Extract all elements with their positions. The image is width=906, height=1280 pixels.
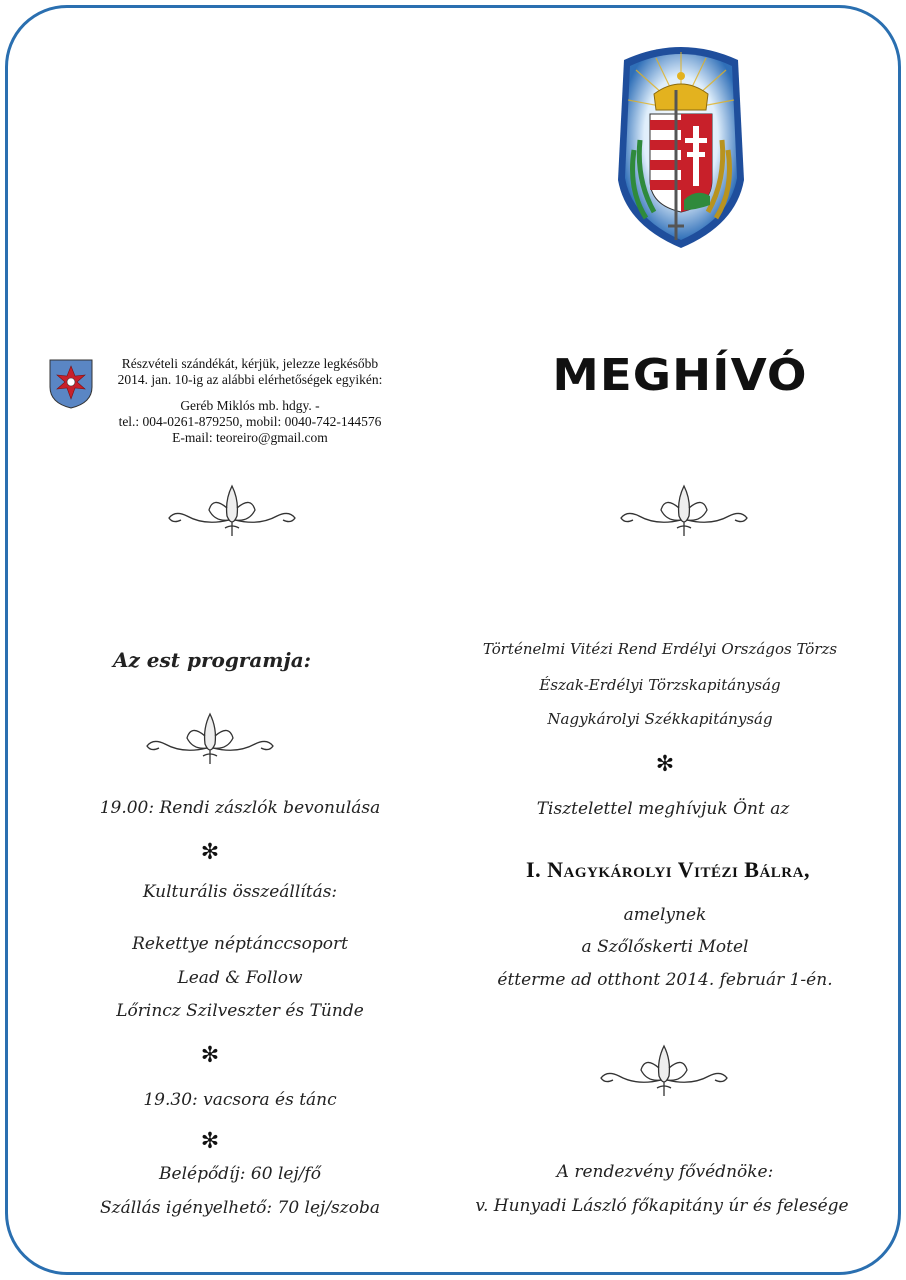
contact-phone: tel.: 004-0261-879250, mobil: 0040-742-144576 <box>118 414 382 429</box>
performer: Rekettye néptánccsoport <box>132 934 348 954</box>
venue-line: amelynek <box>623 905 707 925</box>
contact-email: E-mail: teoreiro@gmail.com <box>172 430 328 445</box>
performer: Lőrincz Szilveszter és Tünde <box>116 1001 364 1021</box>
patron-name: v. Hunyadi László főkapitány úr és felesége <box>475 1196 849 1216</box>
rsvp-line: Részvételi szándékát, kérjük, jelezze legkésőbb <box>121 356 379 371</box>
separator-star: ✻ <box>200 1129 220 1154</box>
fleur-ornament-icon <box>165 478 300 538</box>
invitation-intro: Tisztelettel meghívjuk Önt az <box>536 799 790 819</box>
separator-star: ✻ <box>655 752 675 777</box>
performer: Lead & Follow <box>177 968 303 988</box>
order-shield-icon <box>48 357 94 409</box>
separator-star: ✻ <box>200 840 220 865</box>
coat-of-arms-emblem <box>606 40 756 250</box>
program-item: Kulturális összeállítás: <box>142 882 338 902</box>
contact-name: Geréb Miklós mb. hdgy. - <box>180 398 320 413</box>
organizer-line: Történelmi Vitézi Rend Erdélyi Országos Törzs <box>482 640 838 658</box>
fleur-ornament-icon <box>143 706 278 766</box>
organizer-line: Nagykárolyi Székkapitányság <box>547 710 773 728</box>
entry-fee: Belépődíj: 60 lej/fő <box>159 1164 321 1184</box>
venue-date: étterme ad otthont 2014. február 1-én. <box>497 970 833 990</box>
program-item: 19.30: vacsora és tánc <box>143 1090 337 1110</box>
ball-name: I. Nagykárolyi Vitézi Bálra, <box>526 857 810 882</box>
accommodation: Szállás igényelhető: 70 lej/szoba <box>100 1198 380 1218</box>
separator-star: ✻ <box>200 1043 220 1068</box>
rsvp-contact-block <box>100 356 400 446</box>
fleur-ornament-icon <box>617 478 752 538</box>
page-title: MEGHÍVÓ <box>552 350 808 401</box>
patron-heading: A rendezvény fővédnöke: <box>556 1162 774 1182</box>
program-heading: Az est programja: <box>112 648 312 672</box>
venue-line: a Szőlőskerti Motel <box>581 937 749 957</box>
rsvp-line: 2014. jan. 10-ig az alábbi elérhetőségek egyikén: <box>117 372 383 387</box>
program-item: 19.00: Rendi zászlók bevonulása <box>99 798 381 818</box>
fleur-ornament-icon <box>597 1038 732 1098</box>
organizer-line: Észak-Erdélyi Törzskapitányság <box>539 676 781 694</box>
